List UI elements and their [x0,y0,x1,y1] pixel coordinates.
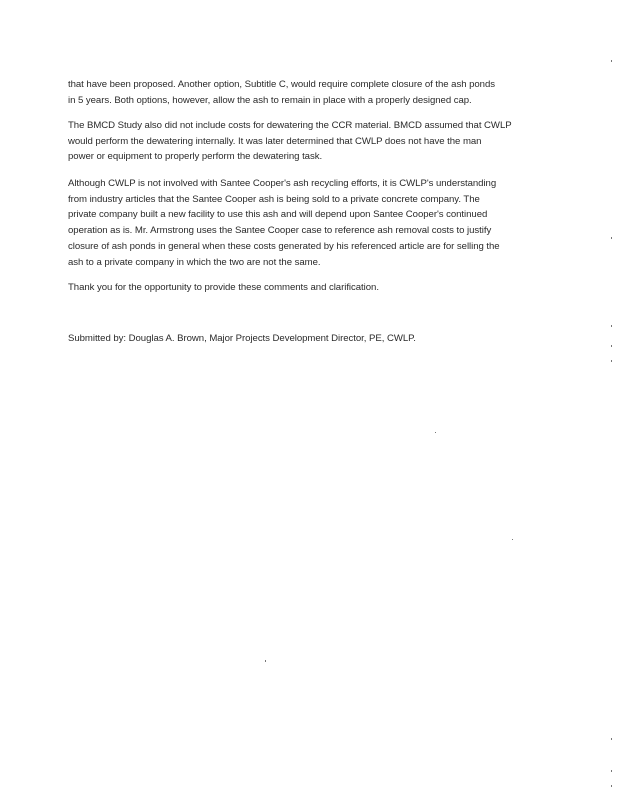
text-line: Although CWLP is not involved with Santee Cooper's ash recycling efforts, it is CWLP's understanding [68,178,497,189]
text-line: operation as is. Mr. Armstrong uses the Santee Cooper case to reference ash removal costs to justify [68,225,492,237]
scan-speck [611,345,612,347]
text-line: The BMCD Study also did not include costs for dewatering the CCR material. BMCD assumed that CWLP [68,120,512,131]
text-line: Thank you for the opportunity to provide these comments and clarification. [68,282,379,293]
scan-speck [435,432,436,433]
text-line: in 5 years. Both options, however, allow the ash to remain in place with a properly designed cap. [68,94,472,106]
text-line: would perform the dewatering internally. It was later determined that CWLP does not have the man [68,135,482,147]
scan-speck [611,770,612,772]
text-line: private company built a new facility to use this ash and will depend upon Santee Cooper's continued [68,209,488,221]
paragraph-dewatering [68,118,538,165]
signature-line [68,331,538,347]
paragraph-thanks [68,280,538,296]
text-line: that have been proposed. Another option, Subtitle C, would require complete closure of the ash ponds [68,79,496,90]
scan-speck [611,360,612,362]
scan-speck [265,660,266,662]
signature-text: Submitted by: Douglas A. Brown, Major Projects Development Director, PE, CWLP. [68,333,416,344]
scan-speck [611,325,612,327]
paragraph-santee-cooper [68,176,538,270]
scan-speck [512,539,513,540]
text-line: ash to a private company in which the two are not the same. [68,256,321,268]
scan-speck [611,237,612,239]
scan-speck [611,60,612,62]
paragraph-subtitle-options [68,77,538,108]
text-line: from industry articles that the Santee Cooper ash is being sold to a private concrete company. The [68,193,480,205]
scan-speck [611,785,612,787]
text-line: closure of ash ponds in general when these costs generated by his referenced article are for selling the [68,240,500,252]
scan-speck [611,738,612,740]
text-line: power or equipment to properly perform the dewatering task. [68,151,323,163]
